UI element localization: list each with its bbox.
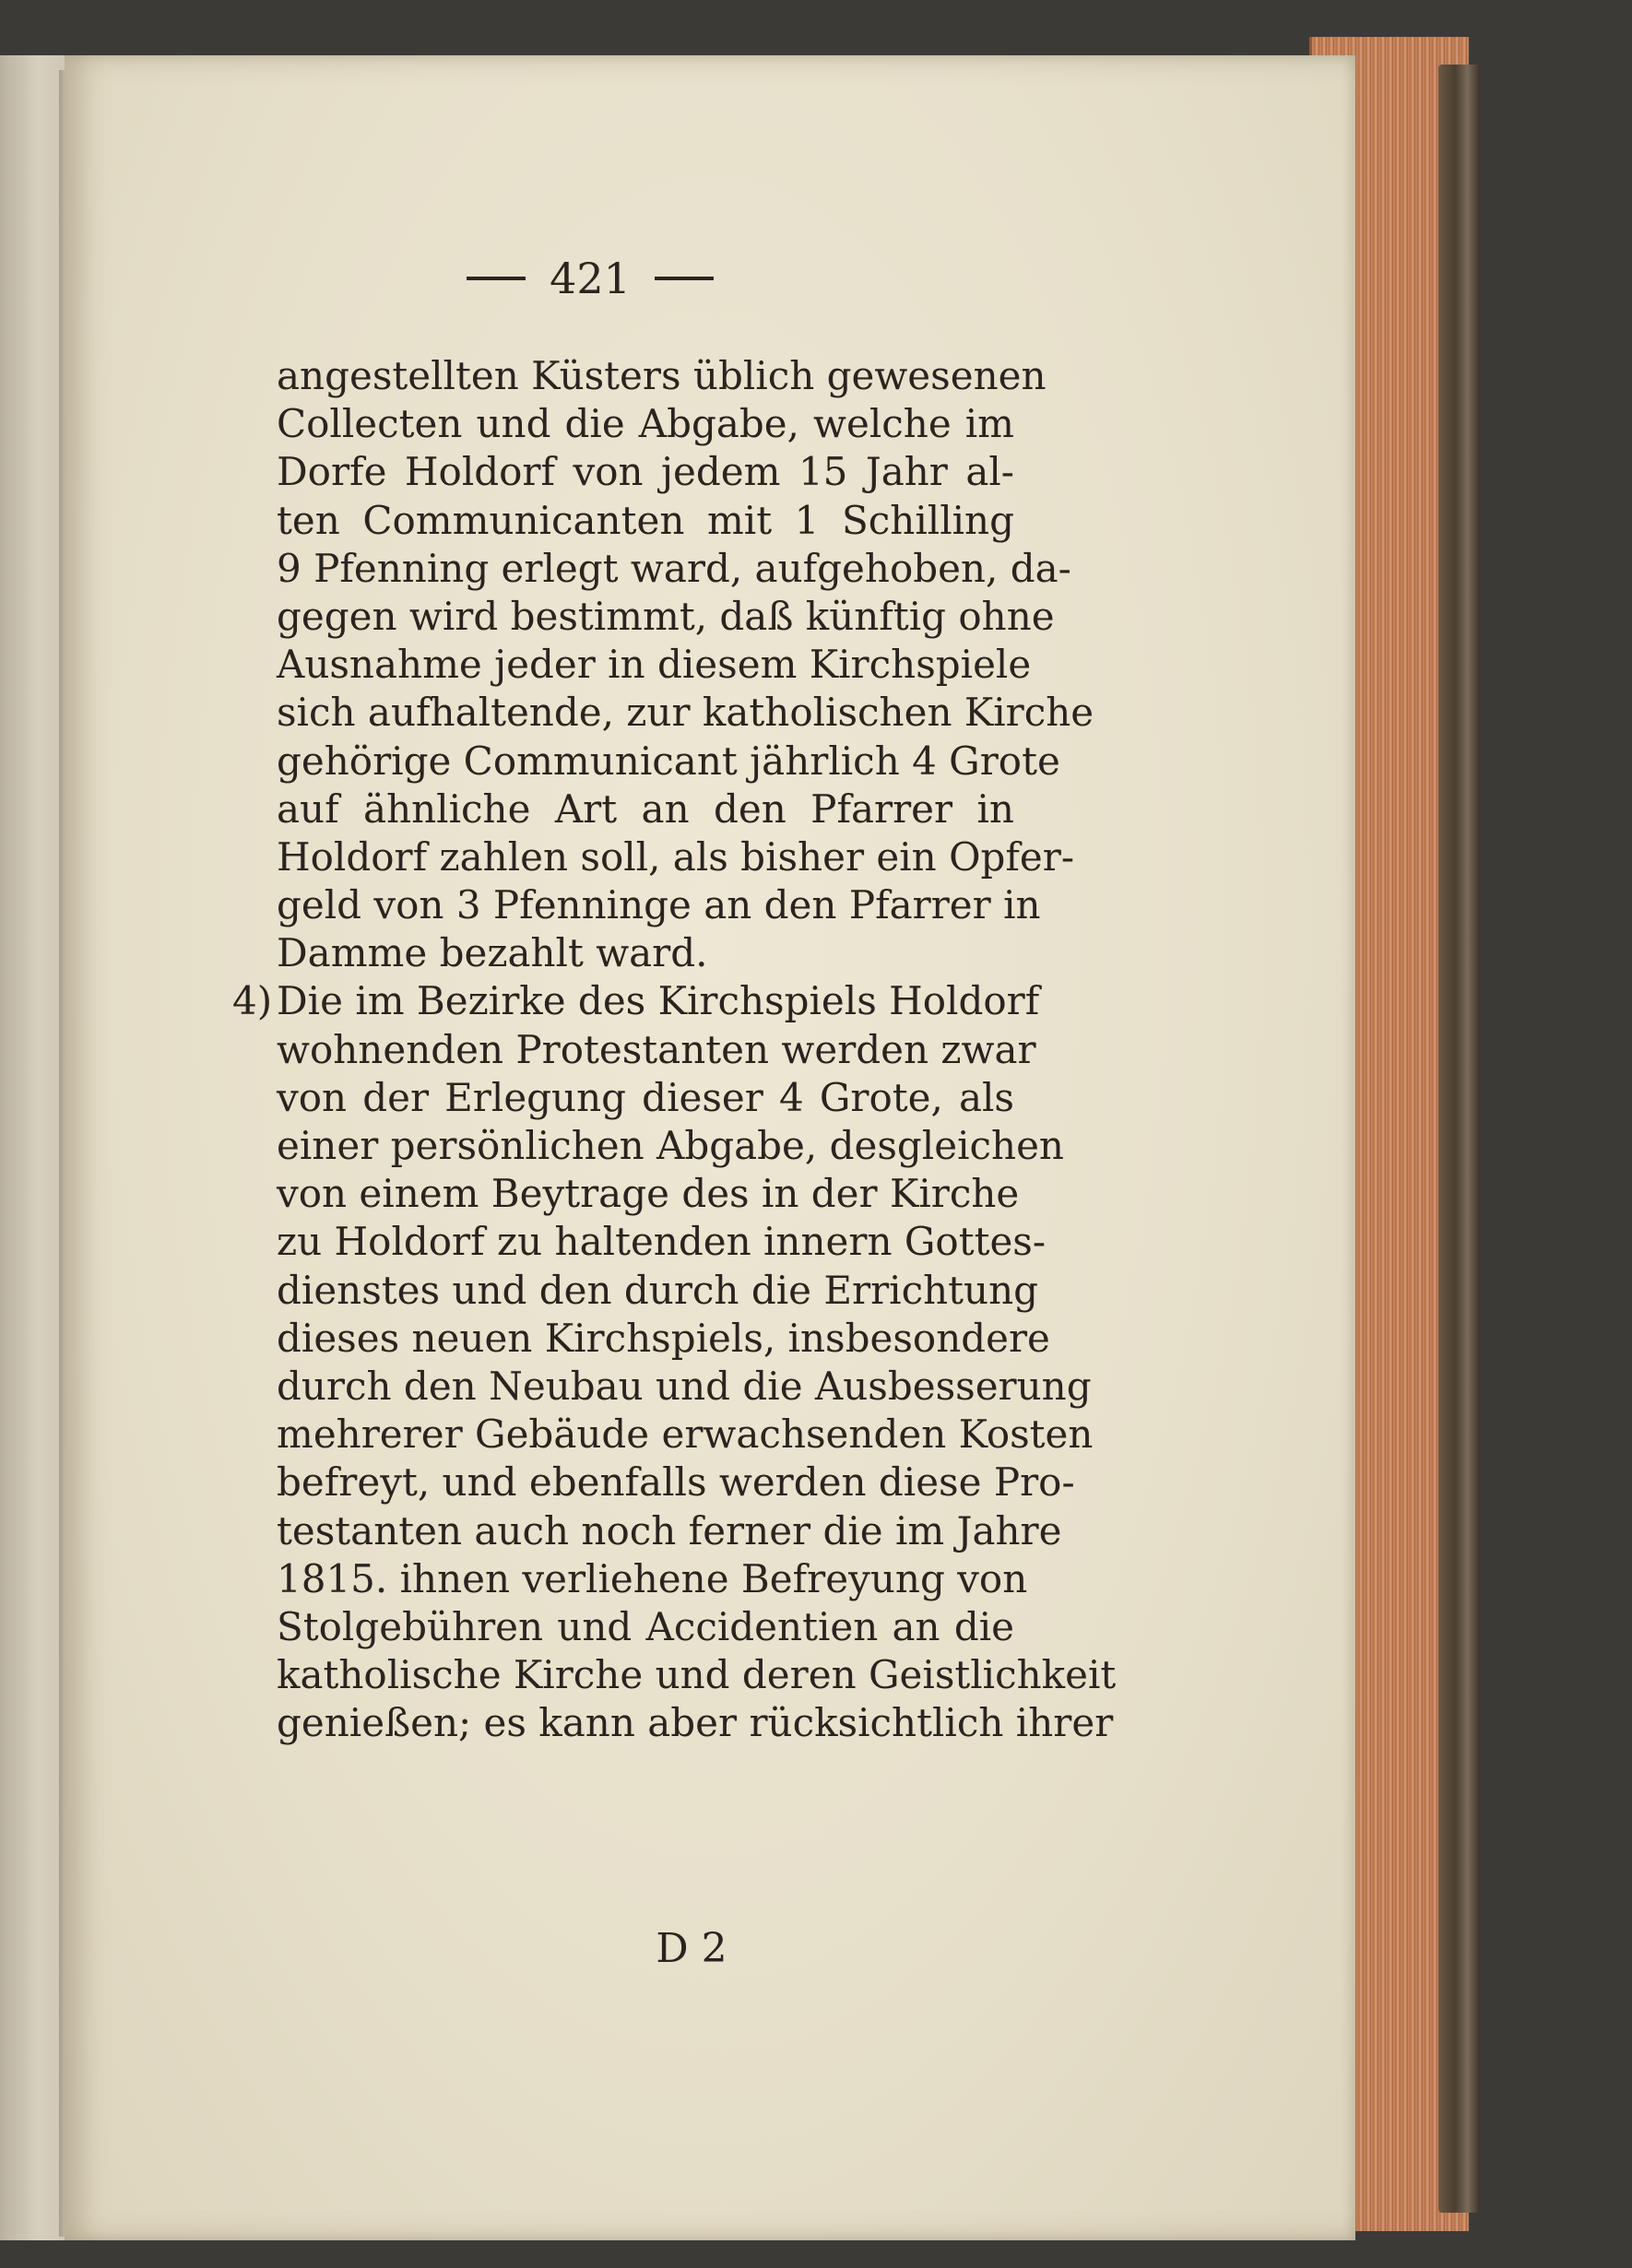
text-line: Ausnahme jeder in diesem Kirchspiele bbox=[277, 642, 1032, 688]
text-line: Stolgebühren und Accidentien an die bbox=[277, 1603, 1014, 1649]
text-line: katholische Kirche und deren Geistlichkeit bbox=[277, 1652, 1117, 1698]
text-line: Holdorf zahlen soll, als bisher ein Opfer- bbox=[277, 833, 1075, 880]
text-line: ten Communicanten mit 1 Schilling bbox=[277, 497, 1014, 543]
body-text bbox=[232, 352, 1117, 1747]
text-line: durch den Neubau und die Ausbesserung bbox=[277, 1363, 1092, 1409]
text-line: einer persönlichen Abgabe, desgleichen bbox=[277, 1123, 1064, 1168]
page-header bbox=[443, 251, 738, 306]
text-line: Die im Bezirke des Kirchspiels Holdorf bbox=[277, 978, 1040, 1024]
text-line: 9 Pfenning erlegt ward, aufgehoben, da- bbox=[277, 545, 1071, 591]
text-line: gegen wird bestimmt, daß künftig ohne bbox=[277, 593, 1055, 639]
text-line: 1815. ihnen verliehene Befreyung von bbox=[277, 1555, 1028, 1601]
item-number: 4) bbox=[232, 978, 273, 1024]
text-line: Damme bezahlt ward. bbox=[277, 930, 708, 976]
text-line: wohnenden Protestanten werden zwar bbox=[277, 1026, 1036, 1072]
text-line: von der Erlegung dieser 4 Grote, als bbox=[277, 1074, 1014, 1120]
text-line: geld von 3 Pfenninge an den Pfarrer in bbox=[277, 882, 1041, 928]
text-line: genießen; es kann aber rücksichtlich ihrer bbox=[277, 1700, 1114, 1746]
text-line: befreyt, und ebenfalls werden diese Pro- bbox=[277, 1459, 1075, 1506]
page-number: 421 bbox=[550, 254, 631, 303]
text-line: sich aufhaltende, zur katholischen Kirche bbox=[277, 690, 1094, 736]
text-line: gehörige Communicant jährlich 4 Grote bbox=[277, 738, 1060, 784]
text-line: Collecten und die Abgabe, welche im bbox=[277, 401, 1014, 447]
text-line: angestellten Küsters üblich gewesenen bbox=[277, 353, 1047, 398]
text-line: mehrerer Gebäude erwachsenden Kosten bbox=[277, 1412, 1094, 1458]
text-line: von einem Beytrage des in der Kirche bbox=[277, 1171, 1020, 1217]
text-line: auf ähnliche Art an den Pfarrer in bbox=[277, 786, 1014, 832]
text-line: testanten auch noch ferner die im Jahre bbox=[277, 1507, 1062, 1553]
signature-mark: D 2 bbox=[656, 1925, 727, 1972]
facing-page-edge bbox=[0, 55, 66, 2240]
book-cover-edge bbox=[1438, 65, 1480, 2213]
header-dash-left bbox=[467, 277, 526, 280]
text-line: Dorfe Holdorf von jedem 15 Jahr al- bbox=[277, 449, 1014, 495]
text-line: dienstes und den durch die Errichtung bbox=[277, 1267, 1039, 1313]
text-line: dieses neuen Kirchspiels, insbesondere bbox=[277, 1315, 1050, 1361]
numbered-item bbox=[232, 977, 1040, 1025]
text-line: zu Holdorf zu haltenden innern Gottes- bbox=[277, 1219, 1047, 1265]
header-dash-right bbox=[655, 277, 714, 280]
